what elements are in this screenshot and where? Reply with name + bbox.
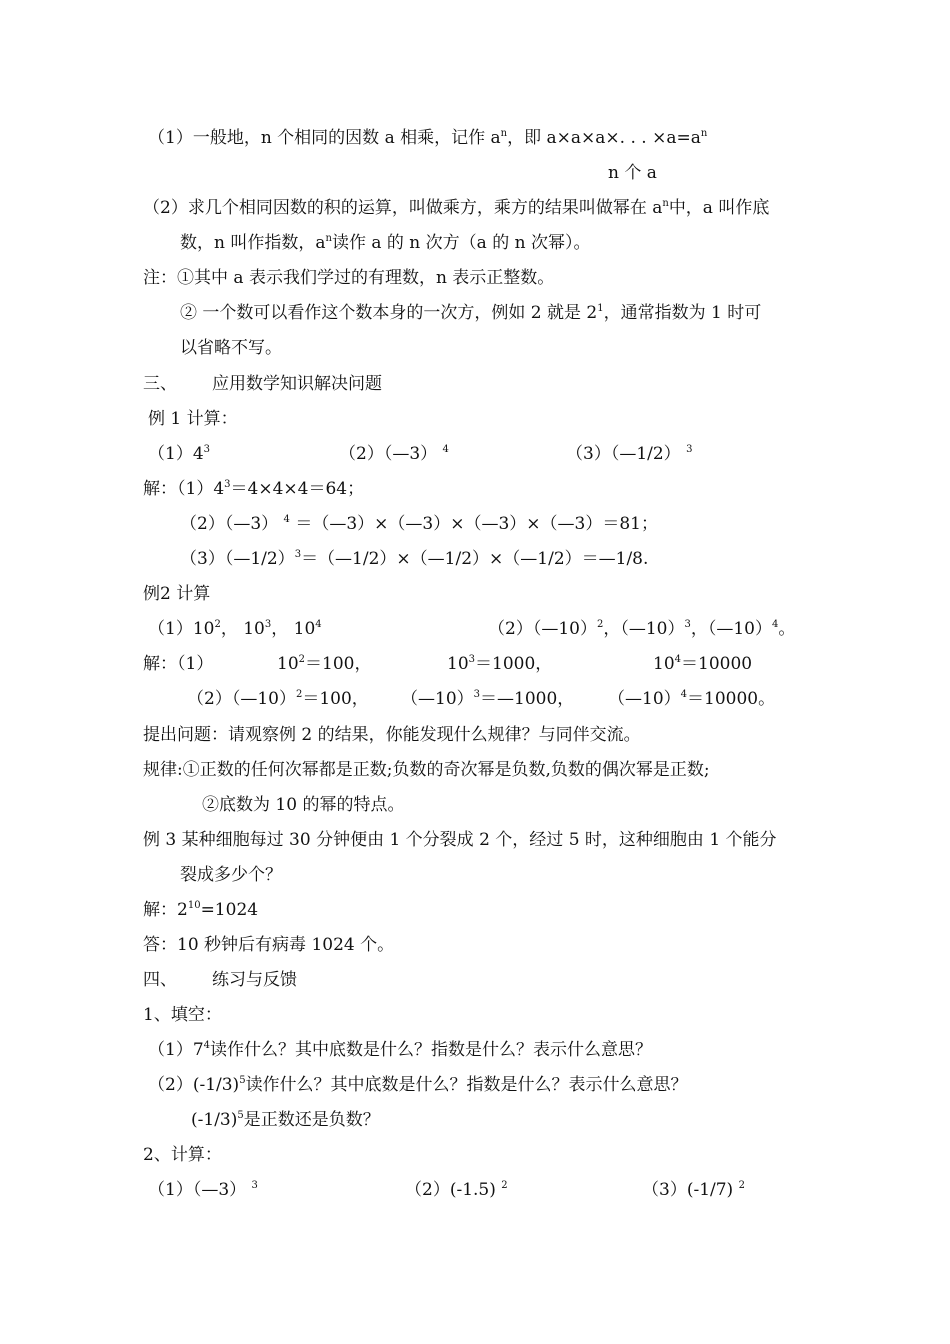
solution-text: ＝100， [302,689,369,709]
definition-text: 数，n 叫作指数，a [180,233,326,253]
example-1-question-1 [148,442,210,466]
exponent: 4 [674,654,682,665]
exponent: 3 [203,444,211,455]
question-text: 是正数还是负数？ [243,1110,380,1130]
example-2-solution-label: 解：（1） [143,654,214,674]
exponent: 2 [295,689,303,700]
exponent: 4 [283,514,290,525]
solution-text: ＝1000， [475,654,553,674]
example-2-solution-a [277,652,371,676]
exponent: 2 [298,654,306,665]
exponent: 5 [237,1110,244,1121]
example-2-solution-2a [187,687,369,711]
exponent: 2 [501,1180,508,1191]
definition-text: 中，a 叫作底 [668,198,770,218]
question-text: 。 [778,619,796,639]
exponent: n [500,128,508,139]
example-3-solution [143,898,258,922]
question-text: （2）(-1/3) [148,1075,240,1095]
question-text: ，（—10） [690,619,772,639]
question-text: （1）4 [148,444,204,464]
definition-text: ，即 a×a×a×. . . ×a=a [507,128,701,148]
exponent: 4 [680,689,688,700]
question-text: (-1/3) [191,1110,238,1130]
example-3-line-1: 例 3 某种细胞每过 30 分钟便由 1 个分裂成 2 个，经过 5 时，这种细胞由 1 个能分 [143,830,777,850]
solution-text: （2）（—10） [187,689,296,709]
exponent: 2 [214,619,221,630]
exponent: 4 [315,619,322,630]
exponent: 3 [264,619,272,630]
definition-text: （2）求几个相同因数的积的运算，叫做乘方，乘方的结果叫做幂在 a [143,198,663,218]
note-3: 以省略不写。 [180,338,282,358]
exercise-2-question-1 [148,1178,258,1202]
question-text: ， 10 [271,619,316,639]
note-text: ，通常指数为 1 时可 [603,303,762,323]
solution-text: （—10） [401,689,474,709]
rule-2: ②底数为 10 的幂的特点。 [202,795,405,815]
solution-text: （2）（—3） [180,514,279,534]
exercise-2-question-2 [405,1178,508,1202]
definition-line-1 [148,126,707,150]
question-text: （2）(-1.5) [405,1180,496,1200]
exponent: 2 [738,1180,745,1191]
exercise-1-question-2 [148,1073,688,1097]
exponent: 2 [596,619,604,630]
question-text: （1）7 [148,1040,204,1060]
question-text: ， 10 [220,619,265,639]
solution-text: ＝4×4×4＝64； [230,479,365,499]
example-2-solution-c [653,652,752,676]
example-1-solution-2 [180,512,658,536]
exponent: 4 [203,1040,211,1051]
solution-text: 10 [653,654,675,674]
note-text: ② 一个数可以看作这个数本身的一次方，例如 2 就是 2 [180,303,598,323]
section-3-heading: 应用数学知识解决问题 [212,374,382,394]
exponent: n [662,198,669,209]
exercise-1-question-1 [148,1038,652,1062]
rule-1: 规律:①正数的任何次幂都是正数;负数的奇次幂是负数,负数的偶次幂是正数; [143,760,710,780]
note-2 [180,301,761,325]
exponent: 3 [468,654,476,665]
exponent: 3 [224,479,231,490]
exponent: 3 [686,444,693,455]
example-1-solution-3 [180,547,648,571]
section-4-number: 四、 [143,970,177,990]
discussion-question: 提出问题：请观察例 2 的结果，你能发现什么规律？与同伴交流。 [143,725,641,745]
solution-text: （3）（—1/2） [180,549,295,569]
exponent: 4 [771,619,779,630]
example-1-question-3 [566,442,692,466]
section-4-heading: 练习与反馈 [212,970,297,990]
example-3-line-2: 裂成多少个？ [180,865,282,885]
exponent: 1 [597,303,604,314]
exercise-2-question-3 [642,1178,745,1202]
solution-text: =1024 [200,900,259,920]
definition-text: 读作 a 的 n 次方（a 的 n 次幂）。 [331,233,591,253]
definition-line-2 [143,196,769,220]
solution-text: 解：（1）4 [143,479,225,499]
exponent: n [700,128,708,139]
section-3-number: 三、 [143,374,177,394]
solution-text: 10 [447,654,469,674]
question-text: （3）(-1/7) [642,1180,734,1200]
exponent: 3 [294,549,302,560]
example-2-solution-2b [401,687,574,711]
example-2-question-1 [148,617,322,641]
exponent: 3 [473,689,481,700]
question-text: ，（—10） [603,619,685,639]
solution-text: ＝10000。 [687,689,776,709]
exponent: 3 [684,619,691,630]
question-text: （1）10 [148,619,215,639]
definition-line-3 [180,231,590,255]
solution-text: 10 [277,654,299,674]
question-text: 读作什么？其中底数是什么？指数是什么？表示什么意思？ [210,1040,653,1060]
question-text: 读作什么？其中底数是什么？指数是什么？表示什么意思？ [245,1075,688,1095]
question-text: （2）（—10） [488,619,597,639]
exponent: 3 [251,1180,258,1191]
question-text: （3）（—1/2） [566,444,681,464]
note-1: 注：①其中 a 表示我们学过的有理数，n 表示正整数。 [143,268,555,288]
example-2-question-2 [488,617,795,641]
solution-text: ＝100， [305,654,372,674]
solution-text: （—10） [608,689,681,709]
question-text: （2）（—3） [339,444,438,464]
example-1-question-2 [339,442,449,466]
solution-text: ＝—1000， [480,689,575,709]
example-3-answer: 答：10 秒钟后有病毒 1024 个。 [143,935,395,955]
exponent: 10 [187,900,201,911]
example-2-solution-b [447,652,552,676]
definition-text: （1）一般地，n 个相同的因数 a 相乘，记作 a [148,128,501,148]
solution-text: ＝（—1/2）×（—1/2）×（—1/2）＝—1/8. [301,549,649,569]
exercise-1-title: 1、填空： [143,1005,222,1025]
solution-text: ＝（—3）×（—3）×（—3）×（—3）＝81； [289,514,658,534]
exponent: 4 [442,444,449,455]
solution-text: 解：2 [143,900,188,920]
exercise-1-question-3 [191,1108,380,1132]
example-1-solution-1 [143,477,364,501]
exponent: n [325,233,332,244]
example-2-solution-2c [608,687,775,711]
underbrace-label: n 个 a [608,163,657,183]
question-text: （1）（—3） [148,1180,247,1200]
solution-text: ＝10000 [681,654,753,674]
example-1-title: 例 1 计算： [148,409,238,429]
exponent: 5 [239,1075,246,1086]
exercise-2-title: 2、计算： [143,1145,222,1165]
example-2-title: 例2 计算 [143,584,211,604]
